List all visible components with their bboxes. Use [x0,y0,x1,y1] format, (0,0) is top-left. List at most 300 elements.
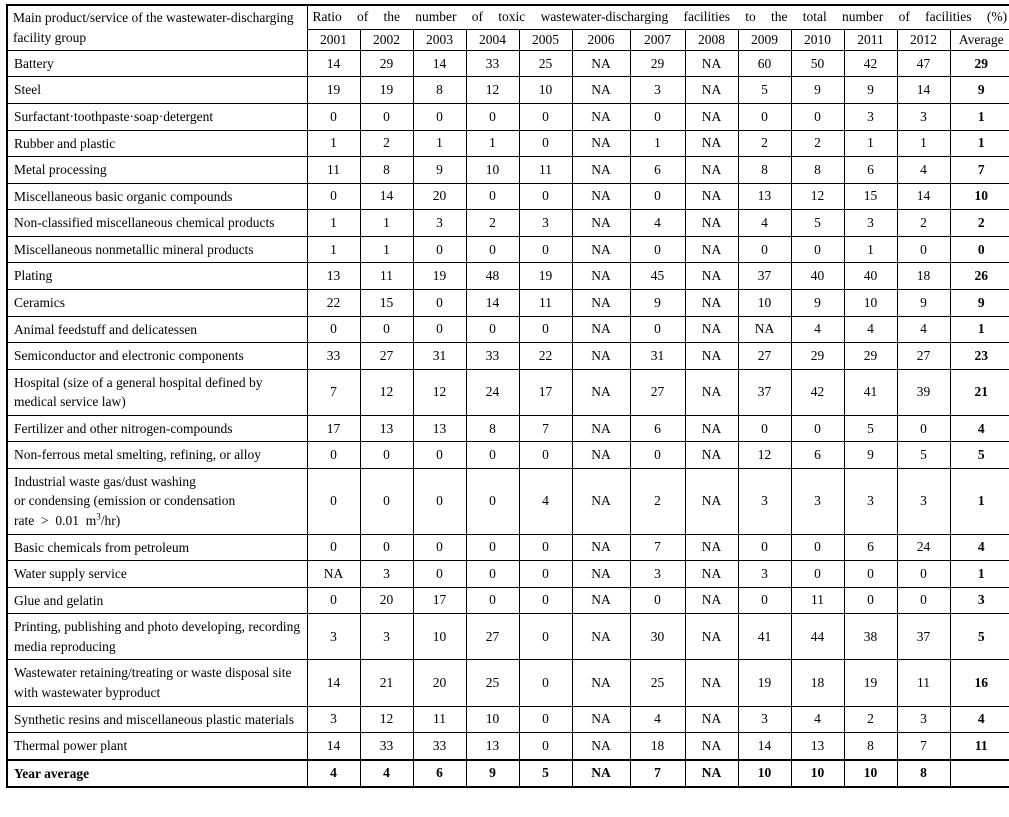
cell-2002: 19 [360,77,413,104]
cell-2001: 0 [307,468,360,534]
cell-2003: 19 [413,263,466,290]
cell-2010: 29 [791,343,844,370]
cell-2007: 45 [630,263,685,290]
year-header-2001: 2001 [307,29,360,50]
cell-2004: 1 [466,130,519,157]
cell-2004: 0 [466,183,519,210]
row-label: Animal feedstuff and delicatessen [7,316,307,343]
table-row [7,587,1009,614]
cell-average: 9 [950,289,1009,316]
cell-2008: NA [685,706,738,733]
cell-2006: NA [572,442,630,469]
cell-2009: 19 [738,660,791,706]
row-label: Semiconductor and electronic components [7,343,307,370]
cell-2007: 0 [630,236,685,263]
row-label: Rubber and plastic [7,130,307,157]
cell-2002: 29 [360,50,413,77]
cell-2005: 0 [519,236,572,263]
cell-2001: 0 [307,104,360,131]
cell-2005: 22 [519,343,572,370]
row-label: Miscellaneous nonmetallic mineral products [7,236,307,263]
row-label: Battery [7,50,307,77]
cell-2001: 0 [307,183,360,210]
cell-2005: 7 [519,415,572,442]
total-cell-average [950,760,1009,788]
cell-2009: 3 [738,561,791,588]
cell-2004: 12 [466,77,519,104]
cell-2008: NA [685,561,738,588]
cell-2001: 1 [307,210,360,237]
row-label: Wastewater retaining/treating or waste disposal site with wastewater byproduct [7,660,307,706]
cell-2009: 14 [738,733,791,760]
cell-2006: NA [572,587,630,614]
cell-2009: 0 [738,587,791,614]
cell-average: 5 [950,442,1009,469]
cell-2010: 0 [791,534,844,561]
cell-2008: NA [685,369,738,415]
year-header-2011: 2011 [844,29,897,50]
cell-2004: 0 [466,104,519,131]
cell-2006: NA [572,316,630,343]
table-row [7,104,1009,131]
cell-2006: NA [572,468,630,534]
cell-2007: 3 [630,561,685,588]
cell-2007: 0 [630,442,685,469]
cell-2005: 0 [519,316,572,343]
cell-2012: 2 [897,210,950,237]
cell-2011: 8 [844,733,897,760]
cell-2011: 4 [844,316,897,343]
cell-2010: 8 [791,157,844,184]
cell-2008: NA [685,316,738,343]
cell-2010: 5 [791,210,844,237]
cell-2005: 0 [519,534,572,561]
toxic-wastewater-facility-table [6,4,1009,788]
cell-2010: 2 [791,130,844,157]
cell-2008: NA [685,104,738,131]
row-header-label: Main product/service of the wastewater-discharging facility group [7,5,307,50]
cell-2010: 0 [791,561,844,588]
cell-2005: 10 [519,77,572,104]
cell-average: 1 [950,468,1009,534]
row-label: Synthetic resins and miscellaneous plastic materials [7,706,307,733]
table-row [7,442,1009,469]
table-row [7,561,1009,588]
cell-2003: 20 [413,660,466,706]
cell-2011: 9 [844,77,897,104]
cell-2001: 13 [307,263,360,290]
cell-2005: 4 [519,468,572,534]
cell-2011: 3 [844,210,897,237]
cell-2010: 4 [791,706,844,733]
cell-2007: 4 [630,706,685,733]
table-row [7,660,1009,706]
cell-2006: NA [572,210,630,237]
cell-2010: 4 [791,316,844,343]
table-row [7,415,1009,442]
cell-average: 1 [950,561,1009,588]
cell-2011: 5 [844,415,897,442]
cell-2005: 0 [519,706,572,733]
cell-2004: 8 [466,415,519,442]
cell-2002: 20 [360,587,413,614]
cell-2002: 0 [360,534,413,561]
cell-2008: NA [685,210,738,237]
cell-2007: 6 [630,415,685,442]
table-row [7,614,1009,660]
cell-average: 4 [950,706,1009,733]
cell-2008: NA [685,77,738,104]
cell-2006: NA [572,706,630,733]
cell-2011: 0 [844,561,897,588]
cell-2008: NA [685,468,738,534]
table-row [7,534,1009,561]
cell-2002: 1 [360,236,413,263]
row-label: Non-classified miscellaneous chemical products [7,210,307,237]
cell-2012: 47 [897,50,950,77]
cell-2009: 5 [738,77,791,104]
cell-2004: 0 [466,561,519,588]
cell-2012: 0 [897,587,950,614]
cell-2004: 0 [466,442,519,469]
table-row [7,130,1009,157]
cell-2006: NA [572,77,630,104]
cell-2007: 31 [630,343,685,370]
cell-2004: 14 [466,289,519,316]
cell-2009: 0 [738,415,791,442]
cell-2002: 8 [360,157,413,184]
cell-2007: 2 [630,468,685,534]
cell-2002: 1 [360,210,413,237]
cell-2002: 27 [360,343,413,370]
row-label: Thermal power plant [7,733,307,760]
cell-2011: 2 [844,706,897,733]
cell-2009: 37 [738,369,791,415]
cell-2007: 0 [630,104,685,131]
cell-2004: 2 [466,210,519,237]
cell-2005: 11 [519,157,572,184]
cell-2009: 3 [738,468,791,534]
cell-2011: 3 [844,104,897,131]
cell-2004: 24 [466,369,519,415]
cell-2010: 42 [791,369,844,415]
cell-2005: 11 [519,289,572,316]
cell-2003: 0 [413,236,466,263]
cell-2004: 25 [466,660,519,706]
cell-2001: 17 [307,415,360,442]
cell-2002: 0 [360,442,413,469]
total-cell-2012: 8 [897,760,950,788]
cell-2007: 3 [630,77,685,104]
cell-2004: 13 [466,733,519,760]
cell-2002: 2 [360,130,413,157]
cell-2005: 0 [519,130,572,157]
cell-2002: 3 [360,561,413,588]
cell-2001: 0 [307,316,360,343]
table-row [7,77,1009,104]
cell-2003: 1 [413,130,466,157]
cell-2012: 7 [897,733,950,760]
cell-2011: 19 [844,660,897,706]
cell-2006: NA [572,157,630,184]
cell-2010: 0 [791,415,844,442]
cell-2005: 0 [519,104,572,131]
row-label: Industrial waste gas/dust washing or condensing (emission or condensation rate > 0.01 $m^3/hr$) [7,468,307,534]
cell-2001: 14 [307,660,360,706]
cell-average: 26 [950,263,1009,290]
cell-2010: 0 [791,236,844,263]
cell-2009: 41 [738,614,791,660]
year-header-2010: 2010 [791,29,844,50]
cell-2005: 0 [519,183,572,210]
cell-2010: 3 [791,468,844,534]
cell-2012: 0 [897,561,950,588]
table-header [7,5,1009,50]
cell-2012: 14 [897,77,950,104]
cell-2002: 12 [360,369,413,415]
cell-average: 11 [950,733,1009,760]
table-row [7,183,1009,210]
cell-2007: 0 [630,587,685,614]
cell-2008: NA [685,130,738,157]
cell-2008: NA [685,157,738,184]
cell-2002: 0 [360,104,413,131]
total-cell-2011: 10 [844,760,897,788]
cell-2003: 0 [413,104,466,131]
cell-2007: 4 [630,210,685,237]
cell-2001: 0 [307,534,360,561]
cell-2002: 33 [360,733,413,760]
cell-2012: 24 [897,534,950,561]
year-header-2008: 2008 [685,29,738,50]
cell-2007: 25 [630,660,685,706]
cell-2005: 0 [519,733,572,760]
cell-2006: NA [572,263,630,290]
cell-2004: 0 [466,534,519,561]
cell-2007: 1 [630,130,685,157]
table-row [7,706,1009,733]
cell-average: 29 [950,50,1009,77]
cell-2010: 9 [791,289,844,316]
cell-2001: 14 [307,50,360,77]
cell-2004: 0 [466,316,519,343]
cell-2002: 15 [360,289,413,316]
cell-2001: 1 [307,130,360,157]
cell-2012: 0 [897,415,950,442]
cell-2011: 0 [844,587,897,614]
cell-2005: 0 [519,442,572,469]
cell-2004: 10 [466,706,519,733]
cell-2006: NA [572,50,630,77]
cell-2012: 1 [897,130,950,157]
cell-2003: 17 [413,587,466,614]
table-row [7,468,1009,534]
cell-2008: NA [685,442,738,469]
cell-2011: 6 [844,157,897,184]
cell-2009: 4 [738,210,791,237]
year-header-2002: 2002 [360,29,413,50]
cell-2002: 11 [360,263,413,290]
cell-2003: 0 [413,289,466,316]
cell-2011: 38 [844,614,897,660]
cell-average: 23 [950,343,1009,370]
row-label: Plating [7,263,307,290]
cell-2007: 6 [630,157,685,184]
cell-average: 9 [950,77,1009,104]
cell-2011: 3 [844,468,897,534]
cell-2003: 13 [413,415,466,442]
average-header: Average [950,29,1009,50]
cell-2006: NA [572,183,630,210]
cell-2010: 40 [791,263,844,290]
total-cell-2009: 10 [738,760,791,788]
cell-average: 2 [950,210,1009,237]
row-label: Basic chemicals from petroleum [7,534,307,561]
cell-2003: 11 [413,706,466,733]
cell-2010: 18 [791,660,844,706]
cell-2002: 0 [360,316,413,343]
cell-2006: NA [572,415,630,442]
cell-2003: 9 [413,157,466,184]
cell-2003: 0 [413,561,466,588]
total-cell-2002: 4 [360,760,413,788]
cell-2011: 9 [844,442,897,469]
year-header-2005: 2005 [519,29,572,50]
cell-2009: 13 [738,183,791,210]
cell-2003: 0 [413,442,466,469]
cell-2010: 9 [791,77,844,104]
table-row [7,733,1009,760]
cell-2004: 0 [466,468,519,534]
cell-2003: 0 [413,468,466,534]
cell-2005: 0 [519,587,572,614]
total-cell-2010: 10 [791,760,844,788]
cell-2005: 0 [519,660,572,706]
row-label: Steel [7,77,307,104]
cell-2003: 0 [413,534,466,561]
cell-2009: 8 [738,157,791,184]
cell-2006: NA [572,369,630,415]
table-row [7,343,1009,370]
cell-average: 3 [950,587,1009,614]
cell-2012: 11 [897,660,950,706]
cell-2004: 48 [466,263,519,290]
total-cell-2005: 5 [519,760,572,788]
cell-2001: 14 [307,733,360,760]
total-cell-2001: 4 [307,760,360,788]
cell-2003: 8 [413,77,466,104]
total-cell-2003: 6 [413,760,466,788]
cell-2011: 42 [844,50,897,77]
cell-2007: 29 [630,50,685,77]
table-row [7,369,1009,415]
row-label: Metal processing [7,157,307,184]
cell-average: 10 [950,183,1009,210]
cell-2003: 14 [413,50,466,77]
total-cell-2004: 9 [466,760,519,788]
cell-2002: 12 [360,706,413,733]
cell-average: 4 [950,415,1009,442]
row-label: Fertilizer and other nitrogen-compounds [7,415,307,442]
cell-2012: 4 [897,157,950,184]
table-row [7,50,1009,77]
year-header-2004: 2004 [466,29,519,50]
cell-2012: 3 [897,468,950,534]
row-label: Miscellaneous basic organic compounds [7,183,307,210]
cell-2001: 19 [307,77,360,104]
cell-2008: NA [685,534,738,561]
cell-2011: 6 [844,534,897,561]
cell-2006: NA [572,660,630,706]
cell-2008: NA [685,343,738,370]
table-row [7,157,1009,184]
cell-2004: 0 [466,236,519,263]
cell-2012: 14 [897,183,950,210]
cell-2006: NA [572,236,630,263]
cell-2005: 0 [519,561,572,588]
cell-average: 1 [950,316,1009,343]
cell-2001: 3 [307,706,360,733]
row-label: Non-ferrous metal smelting, refining, or alloy [7,442,307,469]
cell-2008: NA [685,733,738,760]
cell-2011: 41 [844,369,897,415]
cell-2006: NA [572,733,630,760]
cell-2001: 22 [307,289,360,316]
cell-2001: 11 [307,157,360,184]
row-label: Water supply service [7,561,307,588]
cell-2009: 2 [738,130,791,157]
cell-2001: 7 [307,369,360,415]
cell-2003: 0 [413,316,466,343]
cell-2010: 0 [791,104,844,131]
cell-2001: NA [307,561,360,588]
table-row [7,289,1009,316]
cell-2012: 9 [897,289,950,316]
cell-2003: 3 [413,210,466,237]
cell-2012: 39 [897,369,950,415]
cell-2009: 10 [738,289,791,316]
cell-2001: 0 [307,442,360,469]
cell-2008: NA [685,236,738,263]
cell-average: 16 [950,660,1009,706]
cell-2009: 0 [738,534,791,561]
cell-2012: 4 [897,316,950,343]
cell-2009: 37 [738,263,791,290]
table-row [7,236,1009,263]
cell-2012: 27 [897,343,950,370]
table-header-row-top [7,5,1009,29]
cell-average: 1 [950,130,1009,157]
row-label: Hospital (size of a general hospital defined by medical service law) [7,369,307,415]
cell-2003: 20 [413,183,466,210]
cell-2001: 33 [307,343,360,370]
cell-2012: 18 [897,263,950,290]
cell-2005: 25 [519,50,572,77]
cell-2006: NA [572,614,630,660]
cell-2010: 44 [791,614,844,660]
cell-2008: NA [685,289,738,316]
cell-2002: 3 [360,614,413,660]
cell-2002: 14 [360,183,413,210]
cell-average: 1 [950,104,1009,131]
cell-2007: 9 [630,289,685,316]
cell-2011: 29 [844,343,897,370]
cell-2011: 15 [844,183,897,210]
cell-2003: 33 [413,733,466,760]
cell-2004: 33 [466,343,519,370]
total-row-label: Year average [7,760,307,788]
cell-average: 21 [950,369,1009,415]
